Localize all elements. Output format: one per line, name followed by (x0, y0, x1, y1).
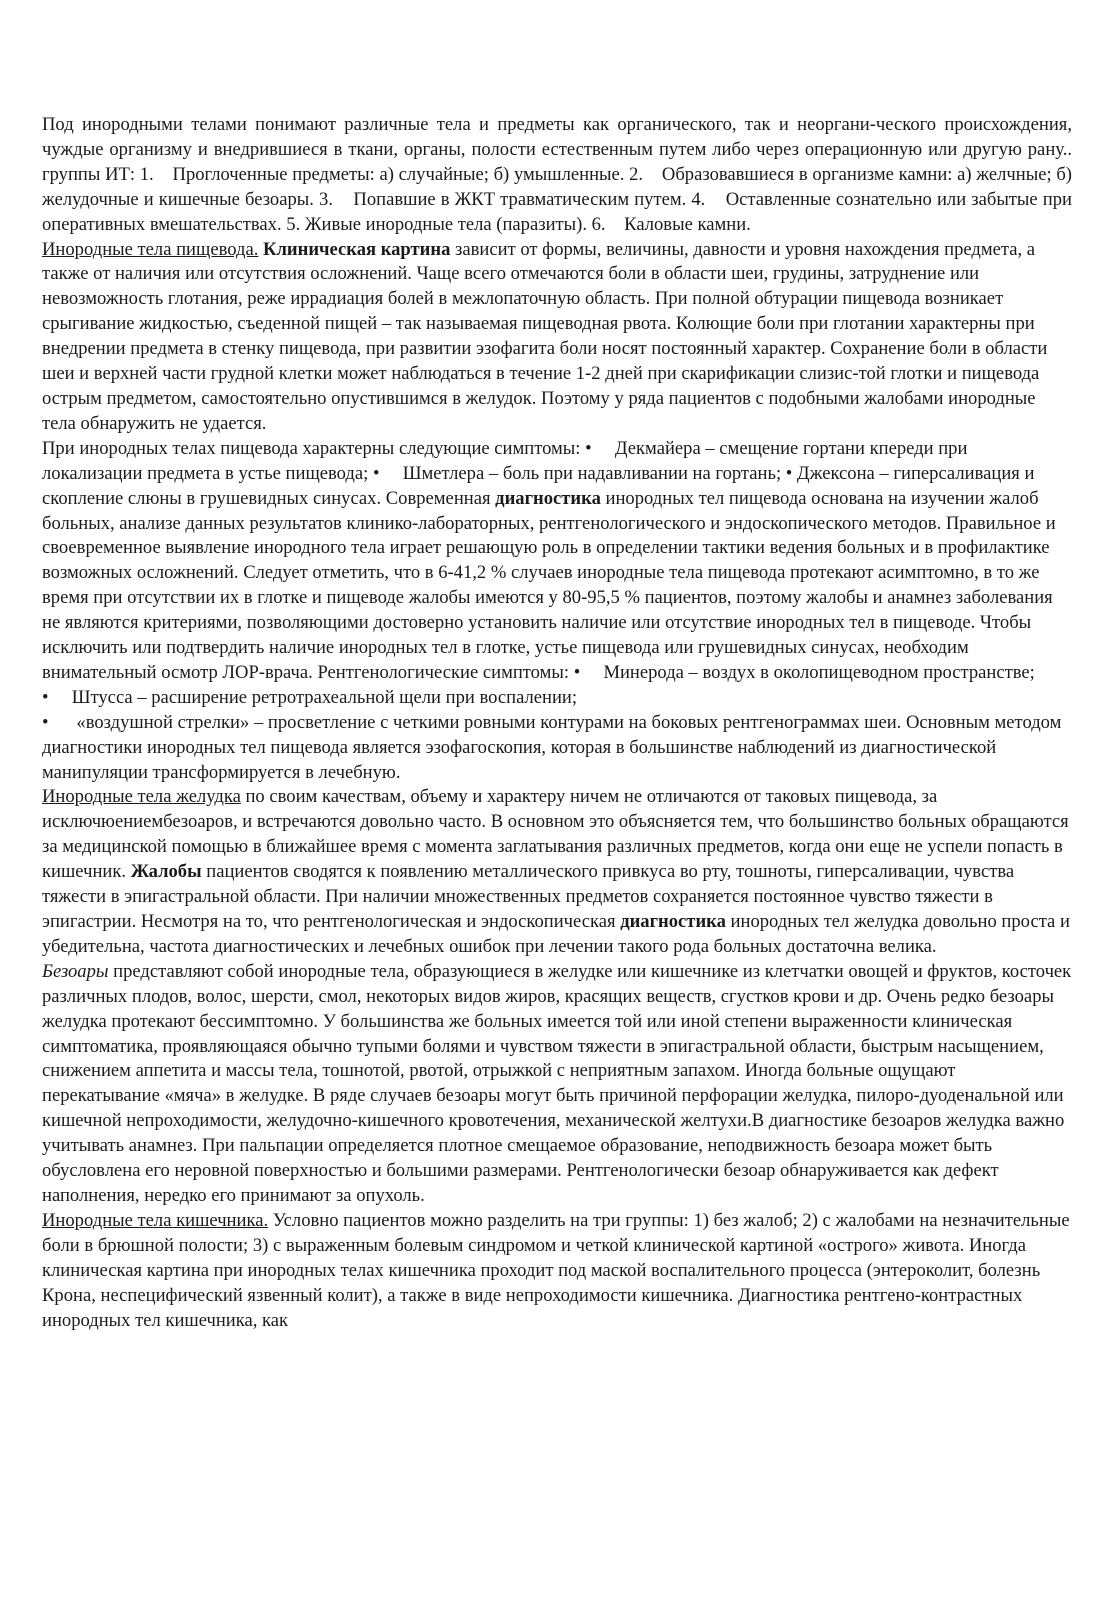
esophagus-paragraph (42, 238, 1072, 437)
intestine-heading: Инородные тела кишечника. (42, 1209, 269, 1231)
bezoars-text: представляют собой инородные тела, образующиеся в желудке или кишечнике из клетчатки овощей и фруктов, косточек различных плодов, волос, шерсти, смол, некоторых видов жиров, красящих веществ, сгустков крови и др. Очень редко безоары желудка протекают бессимптомно. У большинства же больных имеется той или иной степени выраженности клиническая симптоматика, проявляющаяся обычно тупыми болями и чувством тяжести в эпигастральной области, быстрым насыщением, снижением аппетита и массы тела, тошнотой, рвотой, отрыжкой с неприятным запахом. Иногда больные ощущают перекатывание «мяча» в желудке. В ряде случаев безоары могут быть причиной перфорации желудка, пилоро-дуоденальной или кишечной непроходимости, желудочно-кишечного кровотечения, механической желтухи.В диагностике безоаров желудка важно учитывать анамнез. При пальпации определяется плотное смещаемое образование, неподвижность безоара может быть обусловлена его неровной поверхностью и большими размерами. Рентгенологически безоар обнаруживается как дефект наполнения, нередко его принимают за опухоль. (42, 960, 1072, 1206)
document-page (42, 113, 1072, 1333)
air-arrow-paragraph (42, 711, 1072, 786)
bezoars-paragraph (42, 960, 1072, 1209)
symptoms-text-2: инородных тел пищевода основана на изучении жалоб больных, анализе данных результатов клинико-лабораторных, рентгенологического и эндоскопического методов. Правильное и своевременное выявление инородного тела играет решающую роль в определении тактики ведения больных и в профилактике возможных осложнений. Следует отметить, что в 6-41,2 % случаев инородные тела пищевода протекают асимптомно, в то же время при отсутствии их в глотке и пищеводе жалобы имеются у 80-95,5 % пациентов, поэтому жалобы и анамнез заболевания не являются критериями, позволяющими достоверно установить наличие или отсутствие инородных тел в пищеводе. Чтобы исключить или подтвердить наличие инородных тел в глотке, устье пищевода или грушевидных синусах, необходим внимательный осмотр ЛОР-врача. Рентгенологические симптомы: • Минерода – воздух в околопищеводном пространстве; • Штусса – расширение ретротрахеальной щели при воспалении; (42, 487, 1056, 708)
esophagus-symptoms-paragraph (42, 437, 1072, 711)
stomach-text-3: инородных тел желудка довольно проста и убедительна, частота диагностических и лечебных ошибок при лечении такого рода больных достаточна велика. (42, 911, 1070, 957)
stomach-text-2: пациентов сводятся к появлению металлического привкуса во рту, тошноты, гиперсаливации, чувства тяжести в эпигастральной области. При наличии множественных предметов сохраняется постоянное чувство тяжести в эпигастрии. Несмотря на то, что рентгенологическая и эндоскопическая (42, 861, 1015, 932)
stomach-diagnostics-bold: диагностика (620, 911, 726, 932)
intestine-text: Условно пациентов можно разделить на три группы: 1) без жалоб; 2) с жалобами на незначительные боли в брюшной полости; 3) с выраженным болевым синдромом и четкой клинической картиной «острого» живота. Иногда клиническая картина при инородных телах кишечника проходит под маской воспалительного процесса (энтероколит, болезнь Крона, неспецифический язвенный колит), а также в виде непроходимости кишечника. Диагностика рентгено-контрастных инородных тел кишечника, как (42, 1209, 1070, 1331)
clinical-picture-bold: Клиническая картина (263, 238, 451, 260)
stomach-text-1: по своим качествам, объему и характеру ничем не отличаются от таковых пищевода, за исключюениембезоаров, и встречаются довольно часто. В основном это объясняется тем, что большинство больных обращаются за медицинской помощью в ближайшее время с момента заглатывания различных предметов, когда они еще не успели попасть в кишечник. (42, 786, 1069, 883)
bezoars-italic: Безоары (42, 960, 109, 982)
complaints-bold: Жалобы (130, 861, 202, 883)
intro-paragraph (42, 113, 1072, 238)
symptoms-text-1: При инородных телах пищевода характерны следующие симптомы: • Декмайера – смещение гортани кпереди при локализации предмета в устье пищевода; • Шметлера – боль при надавливании на гортань; • Джексона – гиперсаливация и скопление слюны в грушевидных синусах. Современная (42, 437, 1035, 509)
stomach-paragraph (42, 785, 1072, 959)
esophagus-text: зависит от формы, величины, давности и уровня нахождения предмета, а также от наличия или отсутствия осложнений. Чаще всего отмечаются боли в области шеи, грудины, затруднение или невозможность глотания, реже иррадиация болей в межлопаточную область. При полной обтурации пищевода возникает срыгивание жидкостью, съеденной пищей – так называемая пищеводная рвота. Колющие боли при глотании характерны при внедрении предмета в стенку пищевода, при развитии эзофагита боли носят постоянный характер. Сохранение боли в области шеи и верхней части грудной клетки может наблюдаться в течение 1-2 дней при скарификации слизис-той глотки и пищевода острым предметом, самостоятельно опустившимся в желудок. Поэтому у ряда пациентов с подобными жалобами инородные тела обнаружить не удается. (42, 238, 1048, 434)
intro-text: Под инородными телами понимают различные тела и предметы как органического, так и неоргани-ческого происхождения, чуждые организму и внедрившиеся в ткани, органы, полости естественным путем либо через операционную или другую рану.. группы ИТ: 1. Проглоченные предметы: а) случайные; б) умышленные. 2. Образовавшиеся в организме камни: а) желчные; б) желудочные и кишечные безоары. 3. Попавшие в ЖКТ травматическим путем. 4. Оставленные сознательно или забытые при оперативных вмешательствах. 5. Живые инородные тела (паразиты). 6. Каловые камни. (42, 114, 1072, 235)
intestine-paragraph (42, 1209, 1072, 1334)
esophagus-heading: Инородные тела пищевода. (42, 238, 259, 260)
stomach-heading: Инородные тела желудка (42, 786, 241, 808)
air-arrow-text: • «воздушной стрелки» – просветление с четкими ровными контурами на боковых рентгенограммах шеи. Основным методом диагностики инородных тел пищевода является эзофагоскопия, которая в большинстве наблюдений из диагностической манипуляции трансформируется в лечебную. (42, 711, 1062, 783)
diagnostics-bold: диагностика (495, 487, 601, 509)
